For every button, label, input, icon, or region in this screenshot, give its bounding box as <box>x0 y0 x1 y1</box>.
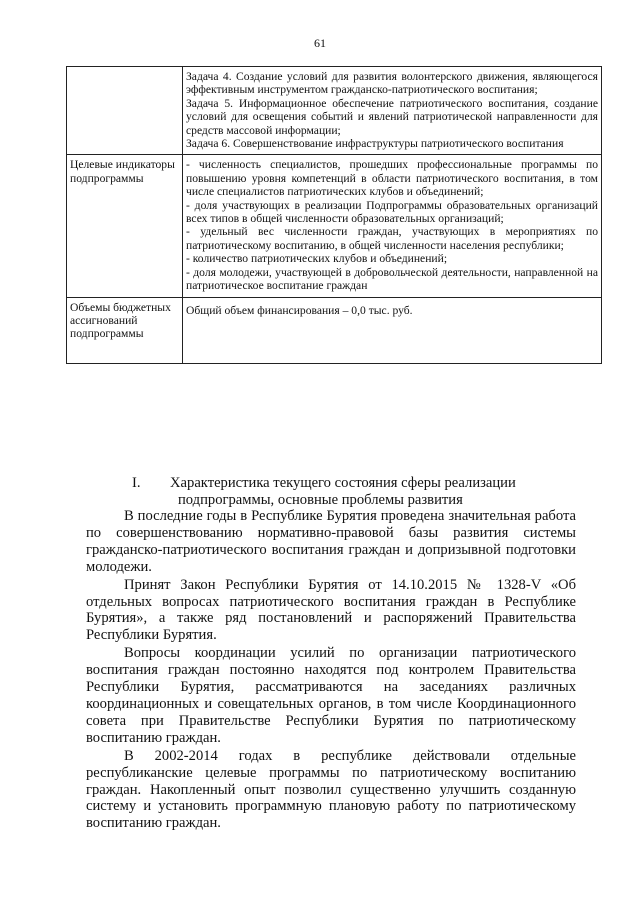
indicator-item: - доля участвующих в реализации Подпрограммы образовательных организаций всех типов в общей численности образовательных организаций; <box>186 198 598 226</box>
indicators-cell <box>183 155 602 297</box>
task-5: Задача 5. Информационное обеспечение патриотического воспитания, создание условий для освещения событий и явлений патриотической направленности для средств массовой информации; <box>186 96 598 137</box>
section-number: I. <box>132 475 141 491</box>
table-row-budget <box>67 297 602 363</box>
section-title-line-1: Характеристика текущего состояния сферы реализации <box>170 475 516 491</box>
row-label-budget: Объемы бюджетных ассигнований подпрограммы <box>67 297 183 363</box>
page-number: 61 <box>314 36 326 50</box>
budget-text: Общий объем финансирования – 0,0 тыс. руб. <box>186 303 413 317</box>
budget-cell <box>183 297 602 363</box>
paragraph: В 2002-2014 годах в республике действовали отдельные республиканские целевые программы по патриотическому воспитанию граждан. Накопленный опыт позволил существенно улучшить созданную систему и установить программную плановую работу по патриотическому воспитанию граждан. <box>86 747 576 832</box>
row-label-indicators: Целевые индикаторы подпрограммы <box>67 155 183 297</box>
tasks-cell <box>183 67 602 155</box>
subprogram-passport-table <box>66 66 602 364</box>
paragraph: Принят Закон Республики Бурятия от 14.10.2015 № 1328-V «Об отдельных вопросах патриотического воспитания граждан в Республике Бурятия», а также ряд постановлений и распоряжений Правительства Республики Бурятия. <box>86 576 576 644</box>
indicator-item: - удельный вес численности граждан, участвующих в мероприятиях по патриотическому воспитанию, в общей численности населения республики; <box>186 225 598 252</box>
indicator-item: - количество патриотических клубов и объединений; <box>186 252 448 266</box>
paragraph: Вопросы координации усилий по организации патриотического воспитания граждан постоянно находятся под контролем Правительства Республики Бурятия, рассматриваются на заседаниях различных координационных и совещательных органов, в том числе Координационного совета при Правительстве Республики Бурятия по патриотическому воспитанию граждан. <box>86 645 576 746</box>
task-4: Задача 4. Создание условий для развития волонтерского движения, являющегося эффективным инструментом гражданско-патриотического воспитания; <box>186 70 598 97</box>
indicator-item: - доля молодежи, участвующей в добровольческой деятельности, направленной на патриотическое воспитание граждан <box>186 265 598 293</box>
indicator-item: - численность специалистов, прошедших профессиональные программы по повышению уровня компетенций в области патриотического воспитания, в том числе специалистов патриотических клубов и объединений; <box>186 158 598 199</box>
row-label-empty <box>67 67 183 155</box>
table-row-indicators <box>67 155 602 297</box>
section-body <box>86 508 576 833</box>
section-title-line-2: подпрограммы, основные проблемы развития <box>178 492 463 508</box>
table-row-tasks <box>67 67 602 155</box>
task-6: Задача 6. Совершенствование инфраструктуры патриотического воспитания <box>186 137 564 151</box>
paragraph: В последние годы в Республике Бурятия проведена значительная работа по совершенствованию нормативно-правовой базы развития системы гражданско-патриотического воспитания граждан и допризывной подготовки молодежи. <box>86 508 576 575</box>
